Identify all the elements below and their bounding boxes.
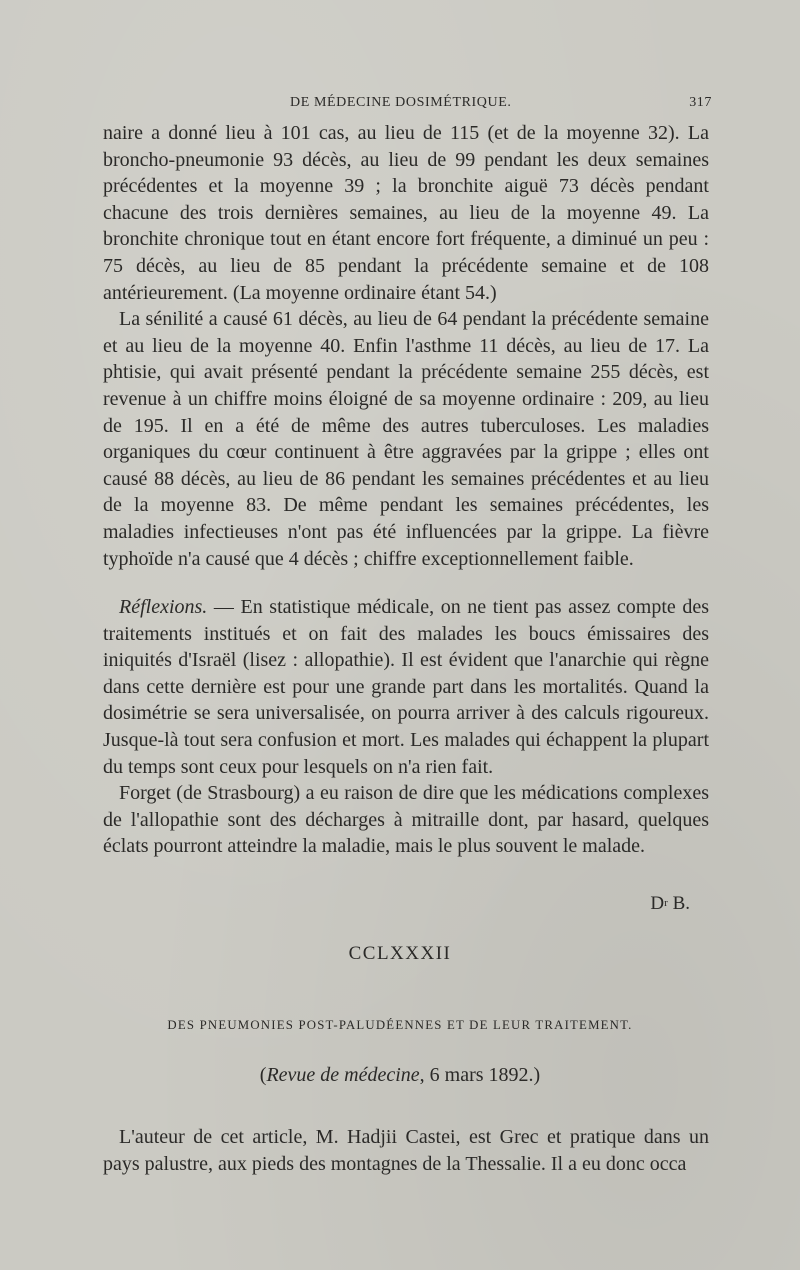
running-title: DE MÉDECINE DOSIMÉTRIQUE.	[290, 95, 512, 110]
source-rest: , 6 mars 1892.)	[419, 1064, 541, 1086]
section-number: CCLXXXII	[348, 943, 452, 964]
reflexions-text: En statistique médicale, on ne tient pas assez compte des traitements institués et on fait des malades les boucs émissaires des iniquités d'Israël (lisez : allopathie). Il est évident que l'anarchie qui règne dans cette dernière est pour une grande part dans les mortalités. Quand la dosimétrie se sera universalisée, on pourra arriver à des calculs rigoureux. Jusque-là tout sera confusion et mort. Les malades qui échappent la plupart du temps sont ceux pour lesquels on n'a rien fait.	[103, 596, 710, 778]
reflexions-block	[103, 594, 709, 860]
paragraph-reflexions	[103, 594, 709, 780]
signature-name: B.	[667, 893, 690, 914]
paragraph-final: L'auteur de cet article, M. Hadjii Castei, est Grec et pratique dans un pays palustre, aux pieds des montagnes de la Thessalie. Il a eu donc occa	[103, 1126, 709, 1175]
paragraph-senilite: La sénilité a causé 61 décès, au lieu de 64 pendant la précédente semaine et au lieu de la moyenne 40. Enfin l'asthme 11 décès, au lieu de 17. La phtisie, qui avait présenté pendant la précédente semaine 255 décès, est revenue à un chiffre moins éloigné de sa moyenne ordinaire : 209, au lieu de 195. Il en a été de même des autres tuberculoses. Les maladies organiques du cœur continuent à être aggravées par la grippe ; elles ont causé 88 décès, au lieu de 86 pendant les semaines précédentes et au lieu de la moyenne 83. De même pendant les semaines précédentes, les maladies infectieuses n'ont pas été influencées par la grippe. La fièvre typhoïde n'a causé que 4 décès ; chiffre exceptionnellement faible.	[103, 308, 709, 570]
page-number: 317	[689, 95, 712, 110]
signature-prefix: D	[650, 893, 665, 914]
signature-sup: r	[664, 897, 668, 909]
section-title: DES PNEUMONIES POST-PALUDÉENNES ET DE LEUR TRAITEMENT.	[167, 1018, 633, 1032]
paragraph-continuation: naire a donné lieu à 101 cas, au lieu de 115 (et de la moyenne 32). La broncho-pneumonie 93 décès, au lieu de 99 pendant les deux semaines précédentes et la moyenne 39 ; la bronchite aiguë 73 décès pendant chacune des trois dernières semaines, au lieu de la moyenne 49. La bronchite chronique tout en étant encore fort fréquente, a diminué un peu : 75 décès, au lieu de 85 pendant la précédente semaine et de 108 antérieurement. (La moyenne ordinaire étant 54.)	[103, 122, 709, 304]
signature	[650, 891, 690, 918]
source-citation	[0, 1062, 800, 1089]
running-header	[100, 90, 712, 112]
lower-text-block	[103, 1124, 709, 1177]
reflexions-lead: Réflexions.	[119, 596, 208, 618]
paragraph-forget: Forget (de Strasbourg) a eu raison de dire que les médications complexes de l'allopathie sont des décharges à mitraille dont, par hasard, quelques éclats pourront atteindre la maladie, mais le plus souvent le malade.	[103, 782, 709, 858]
source-open: (	[259, 1064, 267, 1086]
source-journal: Revue de médecine	[266, 1064, 420, 1086]
upper-text-block	[103, 120, 709, 572]
reflexions-dash: —	[207, 596, 241, 618]
